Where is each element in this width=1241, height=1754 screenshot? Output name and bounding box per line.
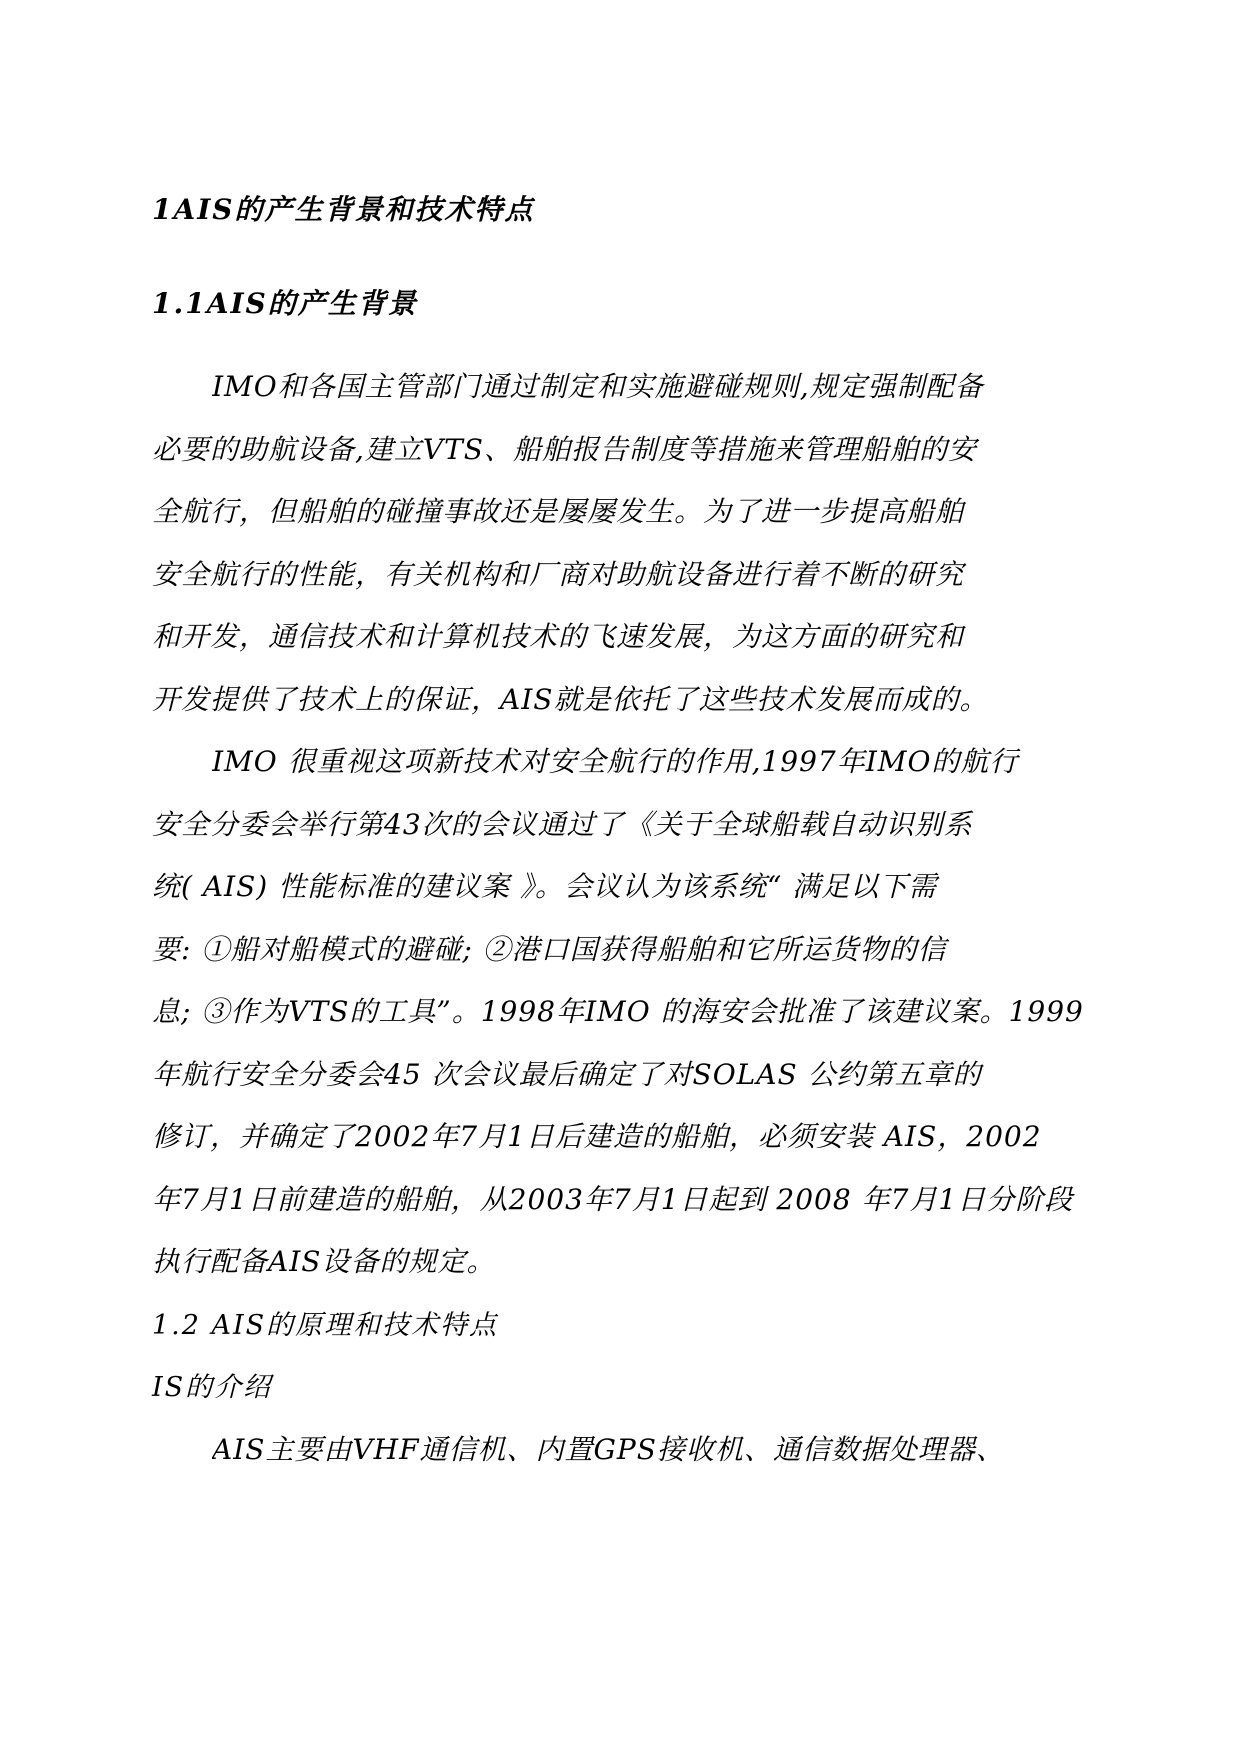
paragraph-line: 修订，并确定了2002年7月1日后建造的船舶，必须安装 AIS，2002 xyxy=(152,1120,1042,1153)
paragraph-line: 统( AIS) 性能标准的建议案 》。会议认为该系统“ 满足以下需 xyxy=(152,870,938,903)
section-heading-1-1: 1.1AIS的产生背景 xyxy=(152,287,418,320)
section-heading-1: 1AIS的产生背景和技术特点 xyxy=(152,193,535,226)
paragraph-line: 年7月1日前建造的船舶，从2003年7月1日起到 2008 年7月1日分阶段 xyxy=(152,1183,1074,1216)
paragraph-line: 安全航行的性能，有关机构和厂商对助航设备进行着不断的研究 xyxy=(152,558,965,591)
paragraph-line: IMO和各国主管部门通过制定和实施避碰规则,规定强制配备 xyxy=(212,370,984,403)
paragraph-line: 必要的助航设备,建立VTS、船舶报告制度等措施来管理船舶的安 xyxy=(152,433,977,466)
paragraph-line: 全航行，但船舶的碰撞事故还是屡屡发生。为了进一步提高船舶 xyxy=(152,495,965,528)
paragraph-line: 和开发，通信技术和计算机技术的飞速发展，为这方面的研究和 xyxy=(152,620,965,653)
section-heading-1-2: 1.2 AIS的原理和技术特点 xyxy=(152,1310,499,1341)
paragraph-line: 要: ①船对船模式的避碰; ②港口国获得船舶和它所运货物的信 xyxy=(152,933,947,966)
paragraph-line: IMO 很重视这项新技术对安全航行的作用,1997年IMO的航行 xyxy=(212,745,1019,778)
paragraph-line: 安全分委会举行第43次的会议通过了《关于全球船载自动识别系 xyxy=(152,808,973,841)
subsection-heading: IS的介绍 xyxy=(152,1372,273,1403)
paragraph-line: 年航行安全分委会45 次会议最后确定了对SOLAS 公约第五章的 xyxy=(152,1058,982,1091)
paragraph-line: 息; ③作为VTS的工具”。1998年IMO 的海安会批准了该建议案。1999 xyxy=(152,995,1084,1028)
paragraph-line: AIS主要由VHF通信机、内置GPS接收机、通信数据处理器、 xyxy=(212,1433,1005,1466)
paragraph-line: 开发提供了技术上的保证，AIS就是依托了这些技术发展而成的。 xyxy=(152,683,989,716)
paragraph-line: 执行配备AIS设备的规定。 xyxy=(152,1245,496,1278)
